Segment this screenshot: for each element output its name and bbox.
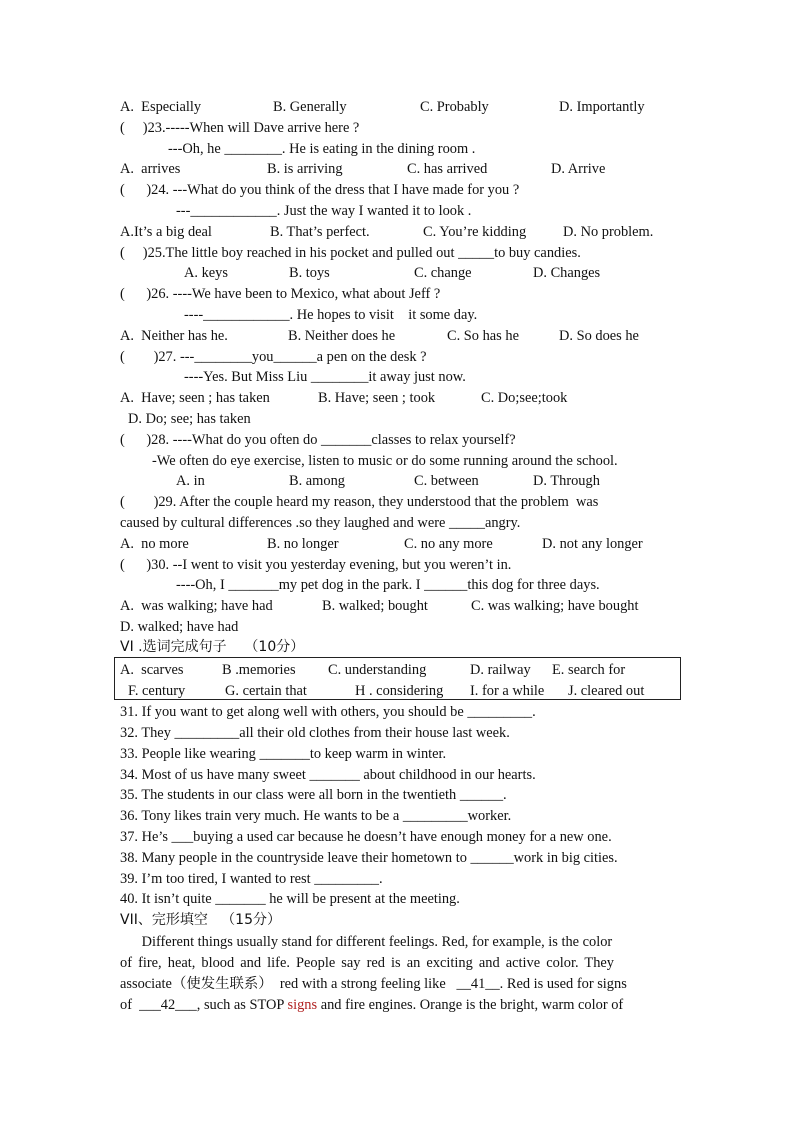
q30-answer-line: ----Oh, I _______my pet dog in the park. I ______this dog for three days. xyxy=(176,577,600,593)
q30-option-c: C. was walking; have bought xyxy=(471,598,639,614)
q28-answer-line: -We often do eye exercise, listen to music or do some running around the school. xyxy=(152,453,618,469)
q27-option-c: C. Do;see;took xyxy=(481,390,568,406)
q28-option-b: B. among xyxy=(289,473,345,489)
q29-question: ( )29. After the couple heard my reason, they understood that the problem was xyxy=(120,494,599,510)
q27-option-d: D. Do; see; has taken xyxy=(128,411,251,427)
sentence-34: 34. Most of us have many sweet _______ about childhood in our hearts. xyxy=(120,767,536,783)
q23-option-c: C. has arrived xyxy=(407,161,488,177)
q22-option-a: A. Especially xyxy=(120,99,202,115)
q28-question: ( )28. ----What do you often do _______classes to relax yourself? xyxy=(120,432,516,448)
passage-line: Different things usually stand for different feelings. Red, for example, is the color xyxy=(120,934,613,950)
q28-option-c: C. between xyxy=(414,473,479,489)
sentence-39: 39. I’m too tired, I wanted to rest _________. xyxy=(120,871,383,887)
sentence-38: 38. Many people in the countryside leave their hometown to ______work in big cities. xyxy=(120,850,618,866)
passage-text: and fire engines. Orange is the bright, warm color of xyxy=(317,997,624,1013)
q25-option-a: A. keys xyxy=(184,265,228,281)
q25-question: ( )25.The little boy reached in his pocket and pulled out _____to buy candies. xyxy=(120,245,581,261)
q25-option-b: B. toys xyxy=(289,265,330,281)
word-bank-item: F. century xyxy=(128,683,186,699)
q24-option-b: B. That’s perfect. xyxy=(270,224,370,240)
sentence-32: 32. They _________all their old clothes from their house last week. xyxy=(120,725,510,741)
q23-question: ( )23.-----When will Dave arrive here ? xyxy=(120,120,360,136)
q22-option-b: B. Generally xyxy=(273,99,347,115)
q27-question: ( )27. ---________you______a pen on the desk ? xyxy=(120,349,427,365)
section-6-heading: VI .选词完成句子 （10分） xyxy=(120,639,305,655)
word-bank-item: H . considering xyxy=(355,683,444,699)
q28-option-d: D. Through xyxy=(533,473,600,489)
q30-option-b: B. walked; bought xyxy=(322,598,428,614)
q29-option-a: A. no more xyxy=(120,536,189,552)
q22-option-d: D. Importantly xyxy=(559,99,645,115)
q26-answer-line: ----____________. He hopes to visit it some day. xyxy=(184,307,478,323)
q25-option-d: D. Changes xyxy=(533,265,601,281)
q26-option-d: D. So does he xyxy=(559,328,639,344)
q26-question: ( )26. ----We have been to Mexico, what about Jeff ? xyxy=(120,286,441,302)
sentence-40: 40. It isn’t quite _______ he will be present at the meeting. xyxy=(120,891,460,907)
q29-option-d: D. not any longer xyxy=(542,536,643,552)
q24-option-d: D. No problem. xyxy=(563,224,654,240)
word-bank-item: G. certain that xyxy=(225,683,307,699)
q23-option-d: D. Arrive xyxy=(551,161,606,177)
sentence-36: 36. Tony likes train very much. He wants to be a _________worker. xyxy=(120,808,512,824)
word-bank-item: E. search for xyxy=(552,662,626,678)
word-bank-item: D. railway xyxy=(470,662,531,678)
passage-text: of ___42___, such as STOP xyxy=(120,997,288,1013)
sentence-35: 35. The students in our class were all born in the twentieth ______. xyxy=(120,787,507,803)
passage-highlight-word: signs xyxy=(287,997,318,1013)
q26-option-b: B. Neither does he xyxy=(288,328,396,344)
q24-option-a: A.It’s a big deal xyxy=(120,224,212,240)
q25-option-c: C. change xyxy=(414,265,472,281)
q22-option-c: C. Probably xyxy=(420,99,489,115)
word-bank-item: A. scarves xyxy=(120,662,184,678)
sentence-37: 37. He’s ___buying a used car because he doesn’t have enough money for a new one. xyxy=(120,829,612,845)
q24-option-c: C. You’re kidding xyxy=(423,224,527,240)
q30-option-a: A. was walking; have had xyxy=(120,598,273,614)
q30-question: ( )30. --I went to visit you yesterday evening, but you weren’t in. xyxy=(120,557,512,573)
q24-question: ( )24. ---What do you think of the dress that I have made for you ? xyxy=(120,182,520,198)
q29-option-c: C. no any more xyxy=(404,536,493,552)
q27-option-a: A. Have; seen ; has taken xyxy=(120,390,270,406)
word-bank-item: J. cleared out xyxy=(568,683,645,699)
section-7-heading: VII、完形填空 （15分） xyxy=(120,912,281,928)
q30-option-d: D. walked; have had xyxy=(120,619,239,635)
word-bank-item: B .memories xyxy=(222,662,296,678)
word-bank-item: C. understanding xyxy=(328,662,427,678)
q26-option-a: A. Neither has he. xyxy=(120,328,228,344)
q27-answer-line: ----Yes. But Miss Liu ________it away just now. xyxy=(184,369,466,385)
q23-option-a: A. arrives xyxy=(120,161,181,177)
sentence-33: 33. People like wearing _______to keep warm in winter. xyxy=(120,746,447,762)
q27-option-b: B. Have; seen ; took xyxy=(318,390,436,406)
q24-answer-line: ---____________. Just the way I wanted it to look . xyxy=(176,203,472,219)
passage-line: of fire, heat, blood and life. People say red is an exciting and active color. They xyxy=(120,955,614,971)
sentence-31: 31. If you want to get along well with others, you should be _________. xyxy=(120,704,536,720)
q23-answer-line: ---Oh, he ________. He is eating in the dining room . xyxy=(168,141,476,157)
word-bank-item: I. for a while xyxy=(470,683,545,699)
q23-option-b: B. is arriving xyxy=(267,161,343,177)
passage-line xyxy=(120,996,623,1014)
passage-line: associate（使发生联系） red with a strong feeling like __41__. Red is used for signs xyxy=(120,976,627,992)
q29-option-b: B. no longer xyxy=(267,536,339,552)
q26-option-c: C. So has he xyxy=(447,328,519,344)
q29-question-cont: caused by cultural differences .so they laughed and were _____angry. xyxy=(120,515,521,531)
q28-option-a: A. in xyxy=(176,473,205,489)
